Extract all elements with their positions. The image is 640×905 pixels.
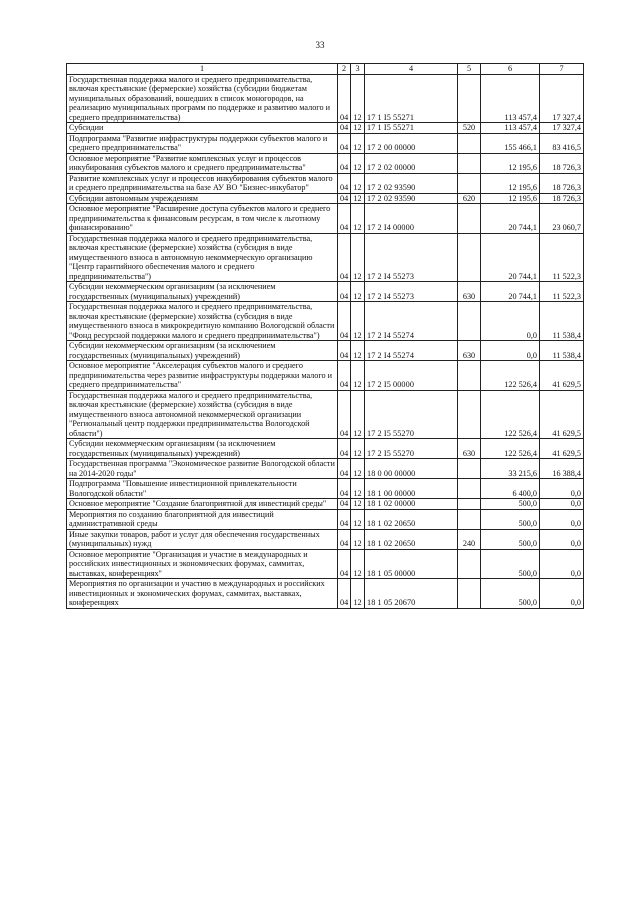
row-subsection-cell: 12 [351, 549, 365, 579]
row-amount-2019-cell: 20 744,1 [481, 233, 540, 282]
row-amount-2020-cell: 11 538,4 [540, 341, 584, 361]
row-subsection-cell: 12 [351, 509, 365, 529]
row-amount-2020-cell: 17 327,4 [540, 74, 584, 123]
row-section-cell: 04 [338, 529, 351, 549]
row-name-cell: Мероприятия по созданию благоприятной для инвестиций административной среды [67, 509, 338, 529]
row-target-code-cell: 17 2 I4 55274 [365, 341, 458, 361]
row-target-code-cell: 17 2 I5 55270 [365, 439, 458, 459]
row-amount-2019-cell: 12 195,6 [481, 153, 540, 173]
row-amount-2019-cell: 113 457,4 [481, 123, 540, 134]
row-name-cell: Субсидии автономным учреждениям [67, 193, 338, 204]
table-row [67, 233, 584, 282]
row-subsection-cell: 12 [351, 439, 365, 459]
row-subsection-cell: 12 [351, 302, 365, 341]
row-amount-2020-cell: 11 522,3 [540, 233, 584, 282]
row-name-cell: Государственная поддержка малого и среднего предпринимательства, включая крестьянские (фермерские) хозяйства (субсидии бюджетам муниципальных образований, вошедших в список моногородов, на реализацию муниципальных программ по поддержке и развитию малого и среднего предпринимательства) [67, 74, 338, 123]
table-row [67, 74, 584, 123]
row-expense-type-cell [458, 361, 481, 391]
row-target-code-cell: 17 2 I5 00000 [365, 361, 458, 391]
row-name-cell: Подпрограмма "Повышение инвестиционной привлекательности Вологодской области" [67, 479, 338, 499]
row-amount-2019-cell: 500,0 [481, 529, 540, 549]
page-number: 33 [315, 40, 325, 50]
row-target-code-cell: 17 2 I5 55270 [365, 390, 458, 439]
row-name-cell: Субсидии некоммерческим организациям (за исключением государственных (муниципальных) учреждений) [67, 439, 338, 459]
header-col-3: 3 [351, 64, 365, 75]
row-amount-2019-cell: 122 526,4 [481, 361, 540, 391]
row-amount-2019-cell: 500,0 [481, 549, 540, 579]
header-row [67, 64, 584, 75]
row-subsection-cell: 12 [351, 153, 365, 173]
row-section-cell: 04 [338, 193, 351, 204]
row-name-cell: Государственная поддержка малого и среднего предпринимательства, включая крестьянские (фермерские) хозяйства (субсидия в виде имущественного взноса автономной некоммерческой организации "Региональный центр поддержки предпринимательства Вологодской области") [67, 390, 338, 439]
row-expense-type-cell: 620 [458, 193, 481, 204]
row-subsection-cell: 12 [351, 361, 365, 391]
row-expense-type-cell [458, 479, 481, 499]
table-row [67, 123, 584, 134]
row-amount-2019-cell: 12 195,6 [481, 173, 540, 193]
row-expense-type-cell [458, 459, 481, 479]
row-section-cell: 04 [338, 133, 351, 153]
row-amount-2019-cell: 122 526,4 [481, 390, 540, 439]
row-name-cell: Государственная поддержка малого и среднего предпринимательства, включая крестьянские (фермерские) хозяйства (субсидия в виде имущественного взноса в микрокредитную компанию Вологодской области "Фонд ресурсной поддержки малого и среднего предпринимательства") [67, 302, 338, 341]
row-target-code-cell: 17 2 I4 55274 [365, 302, 458, 341]
table-row [67, 499, 584, 510]
row-expense-type-cell: 240 [458, 529, 481, 549]
header-col-1: 1 [67, 64, 338, 75]
row-subsection-cell: 12 [351, 529, 365, 549]
row-subsection-cell: 12 [351, 341, 365, 361]
header-col-4: 4 [365, 64, 458, 75]
row-amount-2020-cell: 18 726,3 [540, 193, 584, 204]
row-target-code-cell: 18 1 02 00000 [365, 499, 458, 510]
row-amount-2020-cell: 0,0 [540, 509, 584, 529]
table-row [67, 509, 584, 529]
table-row [67, 439, 584, 459]
row-amount-2019-cell: 12 195,6 [481, 193, 540, 204]
row-expense-type-cell [458, 173, 481, 193]
table-row [67, 173, 584, 193]
row-subsection-cell: 12 [351, 193, 365, 204]
row-name-cell: Основное мероприятие "Организация и участие в международных и российских инвестиционных и экономических форумах, саммитах, выставках, конференциях" [67, 549, 338, 579]
row-amount-2020-cell: 17 327,4 [540, 123, 584, 134]
table-row [67, 133, 584, 153]
row-expense-type-cell [458, 390, 481, 439]
table-row [67, 282, 584, 302]
row-section-cell: 04 [338, 302, 351, 341]
row-section-cell: 04 [338, 390, 351, 439]
row-subsection-cell: 12 [351, 579, 365, 609]
row-expense-type-cell: 630 [458, 439, 481, 459]
row-subsection-cell: 12 [351, 204, 365, 234]
table-row [67, 459, 584, 479]
row-name-cell: Субсидии [67, 123, 338, 134]
table-row [67, 579, 584, 609]
row-target-code-cell: 17 2 02 93590 [365, 193, 458, 204]
row-subsection-cell: 12 [351, 233, 365, 282]
row-name-cell: Основное мероприятие "Создание благоприятной для инвестиций среды" [67, 499, 338, 510]
row-amount-2020-cell: 11 522,3 [540, 282, 584, 302]
row-amount-2019-cell: 122 526,4 [481, 439, 540, 459]
row-target-code-cell: 18 1 02 20650 [365, 509, 458, 529]
row-expense-type-cell [458, 153, 481, 173]
row-target-code-cell: 18 1 05 20670 [365, 579, 458, 609]
row-target-code-cell: 17 2 00 00000 [365, 133, 458, 153]
row-amount-2019-cell: 33 215,6 [481, 459, 540, 479]
row-name-cell: Субсидии некоммерческим организациям (за исключением государственных (муниципальных) учреждений) [67, 282, 338, 302]
row-expense-type-cell [458, 579, 481, 609]
row-amount-2020-cell: 0,0 [540, 579, 584, 609]
row-amount-2020-cell: 18 726,3 [540, 173, 584, 193]
row-name-cell: Основное мероприятие "Развитие комплексных услуг и процессов инкубирования субъектов малого и среднего предпринимательства" [67, 153, 338, 173]
row-section-cell: 04 [338, 341, 351, 361]
table-row [67, 302, 584, 341]
row-section-cell: 04 [338, 479, 351, 499]
row-section-cell: 04 [338, 282, 351, 302]
row-target-code-cell: 17 2 I4 55273 [365, 282, 458, 302]
row-section-cell: 04 [338, 123, 351, 134]
row-expense-type-cell: 630 [458, 341, 481, 361]
row-section-cell: 04 [338, 459, 351, 479]
row-expense-type-cell: 520 [458, 123, 481, 134]
row-amount-2020-cell: 41 629,5 [540, 390, 584, 439]
row-target-code-cell: 17 2 02 93590 [365, 173, 458, 193]
row-section-cell: 04 [338, 549, 351, 579]
row-section-cell: 04 [338, 173, 351, 193]
header-col-2: 2 [338, 64, 351, 75]
row-amount-2019-cell: 20 744,1 [481, 282, 540, 302]
header-col-6: 6 [481, 64, 540, 75]
row-section-cell: 04 [338, 499, 351, 510]
row-amount-2019-cell: 500,0 [481, 499, 540, 510]
row-amount-2020-cell: 11 538,4 [540, 302, 584, 341]
row-target-code-cell: 18 1 00 00000 [365, 479, 458, 499]
table-row [67, 341, 584, 361]
row-amount-2020-cell: 23 060,7 [540, 204, 584, 234]
row-name-cell: Иные закупки товаров, работ и услуг для обеспечения государственных (муниципальных) нужд [67, 529, 338, 549]
row-subsection-cell: 12 [351, 459, 365, 479]
row-amount-2020-cell: 0,0 [540, 479, 584, 499]
row-amount-2020-cell: 0,0 [540, 499, 584, 510]
row-amount-2020-cell: 83 416,5 [540, 133, 584, 153]
row-amount-2020-cell: 0,0 [540, 529, 584, 549]
row-amount-2019-cell: 0,0 [481, 341, 540, 361]
row-expense-type-cell: 630 [458, 282, 481, 302]
budget-table [66, 63, 584, 609]
row-expense-type-cell [458, 74, 481, 123]
table-row [67, 153, 584, 173]
row-subsection-cell: 12 [351, 133, 365, 153]
row-expense-type-cell [458, 499, 481, 510]
row-section-cell: 04 [338, 204, 351, 234]
row-target-code-cell: 17 2 I4 55273 [365, 233, 458, 282]
row-amount-2019-cell: 500,0 [481, 579, 540, 609]
row-subsection-cell: 12 [351, 74, 365, 123]
row-target-code-cell: 17 2 02 00000 [365, 153, 458, 173]
row-section-cell: 04 [338, 153, 351, 173]
row-name-cell: Государственная поддержка малого и среднего предпринимательства, включая крестьянские (фермерские) хозяйства (субсидия в виде имущественного взноса в автономную некоммерческую организацию "Центр гарантийного обеспечения малого и среднего предпринимательства") [67, 233, 338, 282]
row-amount-2019-cell: 500,0 [481, 509, 540, 529]
row-target-code-cell: 18 1 05 00000 [365, 549, 458, 579]
table-row [67, 479, 584, 499]
row-amount-2020-cell: 18 726,3 [540, 153, 584, 173]
row-target-code-cell: 17 1 I5 55271 [365, 74, 458, 123]
row-expense-type-cell [458, 204, 481, 234]
table-row [67, 529, 584, 549]
row-amount-2019-cell: 20 744,1 [481, 204, 540, 234]
row-section-cell: 04 [338, 74, 351, 123]
row-amount-2020-cell: 0,0 [540, 549, 584, 579]
table-row [67, 361, 584, 391]
row-amount-2020-cell: 16 388,4 [540, 459, 584, 479]
row-section-cell: 04 [338, 579, 351, 609]
row-section-cell: 04 [338, 361, 351, 391]
row-name-cell: Основное мероприятие "Акселерация субъектов малого и среднего предпринимательства через развитие инфраструктуры поддержки малого и среднего предпринимательства" [67, 361, 338, 391]
row-name-cell: Государственная программа "Экономическое развитие Вологодской области на 2014-2020 годы" [67, 459, 338, 479]
row-expense-type-cell [458, 549, 481, 579]
row-subsection-cell: 12 [351, 499, 365, 510]
row-target-code-cell: 18 0 00 00000 [365, 459, 458, 479]
row-subsection-cell: 12 [351, 173, 365, 193]
row-amount-2020-cell: 41 629,5 [540, 439, 584, 459]
header-col-7: 7 [540, 64, 584, 75]
table-row [67, 549, 584, 579]
row-amount-2020-cell: 41 629,5 [540, 361, 584, 391]
row-name-cell: Мероприятия по организации и участию в международных и российских инвестиционных и экономических форумах, саммитах, выставках, конференциях [67, 579, 338, 609]
row-amount-2019-cell: 0,0 [481, 302, 540, 341]
row-section-cell: 04 [338, 233, 351, 282]
row-subsection-cell: 12 [351, 390, 365, 439]
row-name-cell: Подпрограмма "Развитие инфраструктуры поддержки субъектов малого и среднего предпринимательства" [67, 133, 338, 153]
row-expense-type-cell [458, 233, 481, 282]
table-row [67, 204, 584, 234]
row-amount-2019-cell: 6 400,0 [481, 479, 540, 499]
header-col-5: 5 [458, 64, 481, 75]
row-name-cell: Субсидии некоммерческим организациям (за исключением государственных (муниципальных) учреждений) [67, 341, 338, 361]
row-amount-2019-cell: 113 457,4 [481, 74, 540, 123]
row-section-cell: 04 [338, 439, 351, 459]
row-subsection-cell: 12 [351, 123, 365, 134]
row-expense-type-cell [458, 133, 481, 153]
row-amount-2019-cell: 155 466,1 [481, 133, 540, 153]
row-expense-type-cell [458, 302, 481, 341]
row-name-cell: Развитие комплексных услуг и процессов инкубирования субъектов малого и среднего предпринимательства на базе АУ ВО "Бизнес-инкубатор" [67, 173, 338, 193]
row-target-code-cell: 18 1 02 20650 [365, 529, 458, 549]
row-target-code-cell: 17 1 I5 55271 [365, 123, 458, 134]
row-name-cell: Основное мероприятие "Расширение доступа субъектов малого и среднего предпринимательства к финансовым ресурсам, в том числе к льготному финансированию" [67, 204, 338, 234]
row-subsection-cell: 12 [351, 282, 365, 302]
row-section-cell: 04 [338, 509, 351, 529]
row-target-code-cell: 17 2 I4 00000 [365, 204, 458, 234]
row-subsection-cell: 12 [351, 479, 365, 499]
row-expense-type-cell [458, 509, 481, 529]
table-row [67, 390, 584, 439]
table-row [67, 193, 584, 204]
